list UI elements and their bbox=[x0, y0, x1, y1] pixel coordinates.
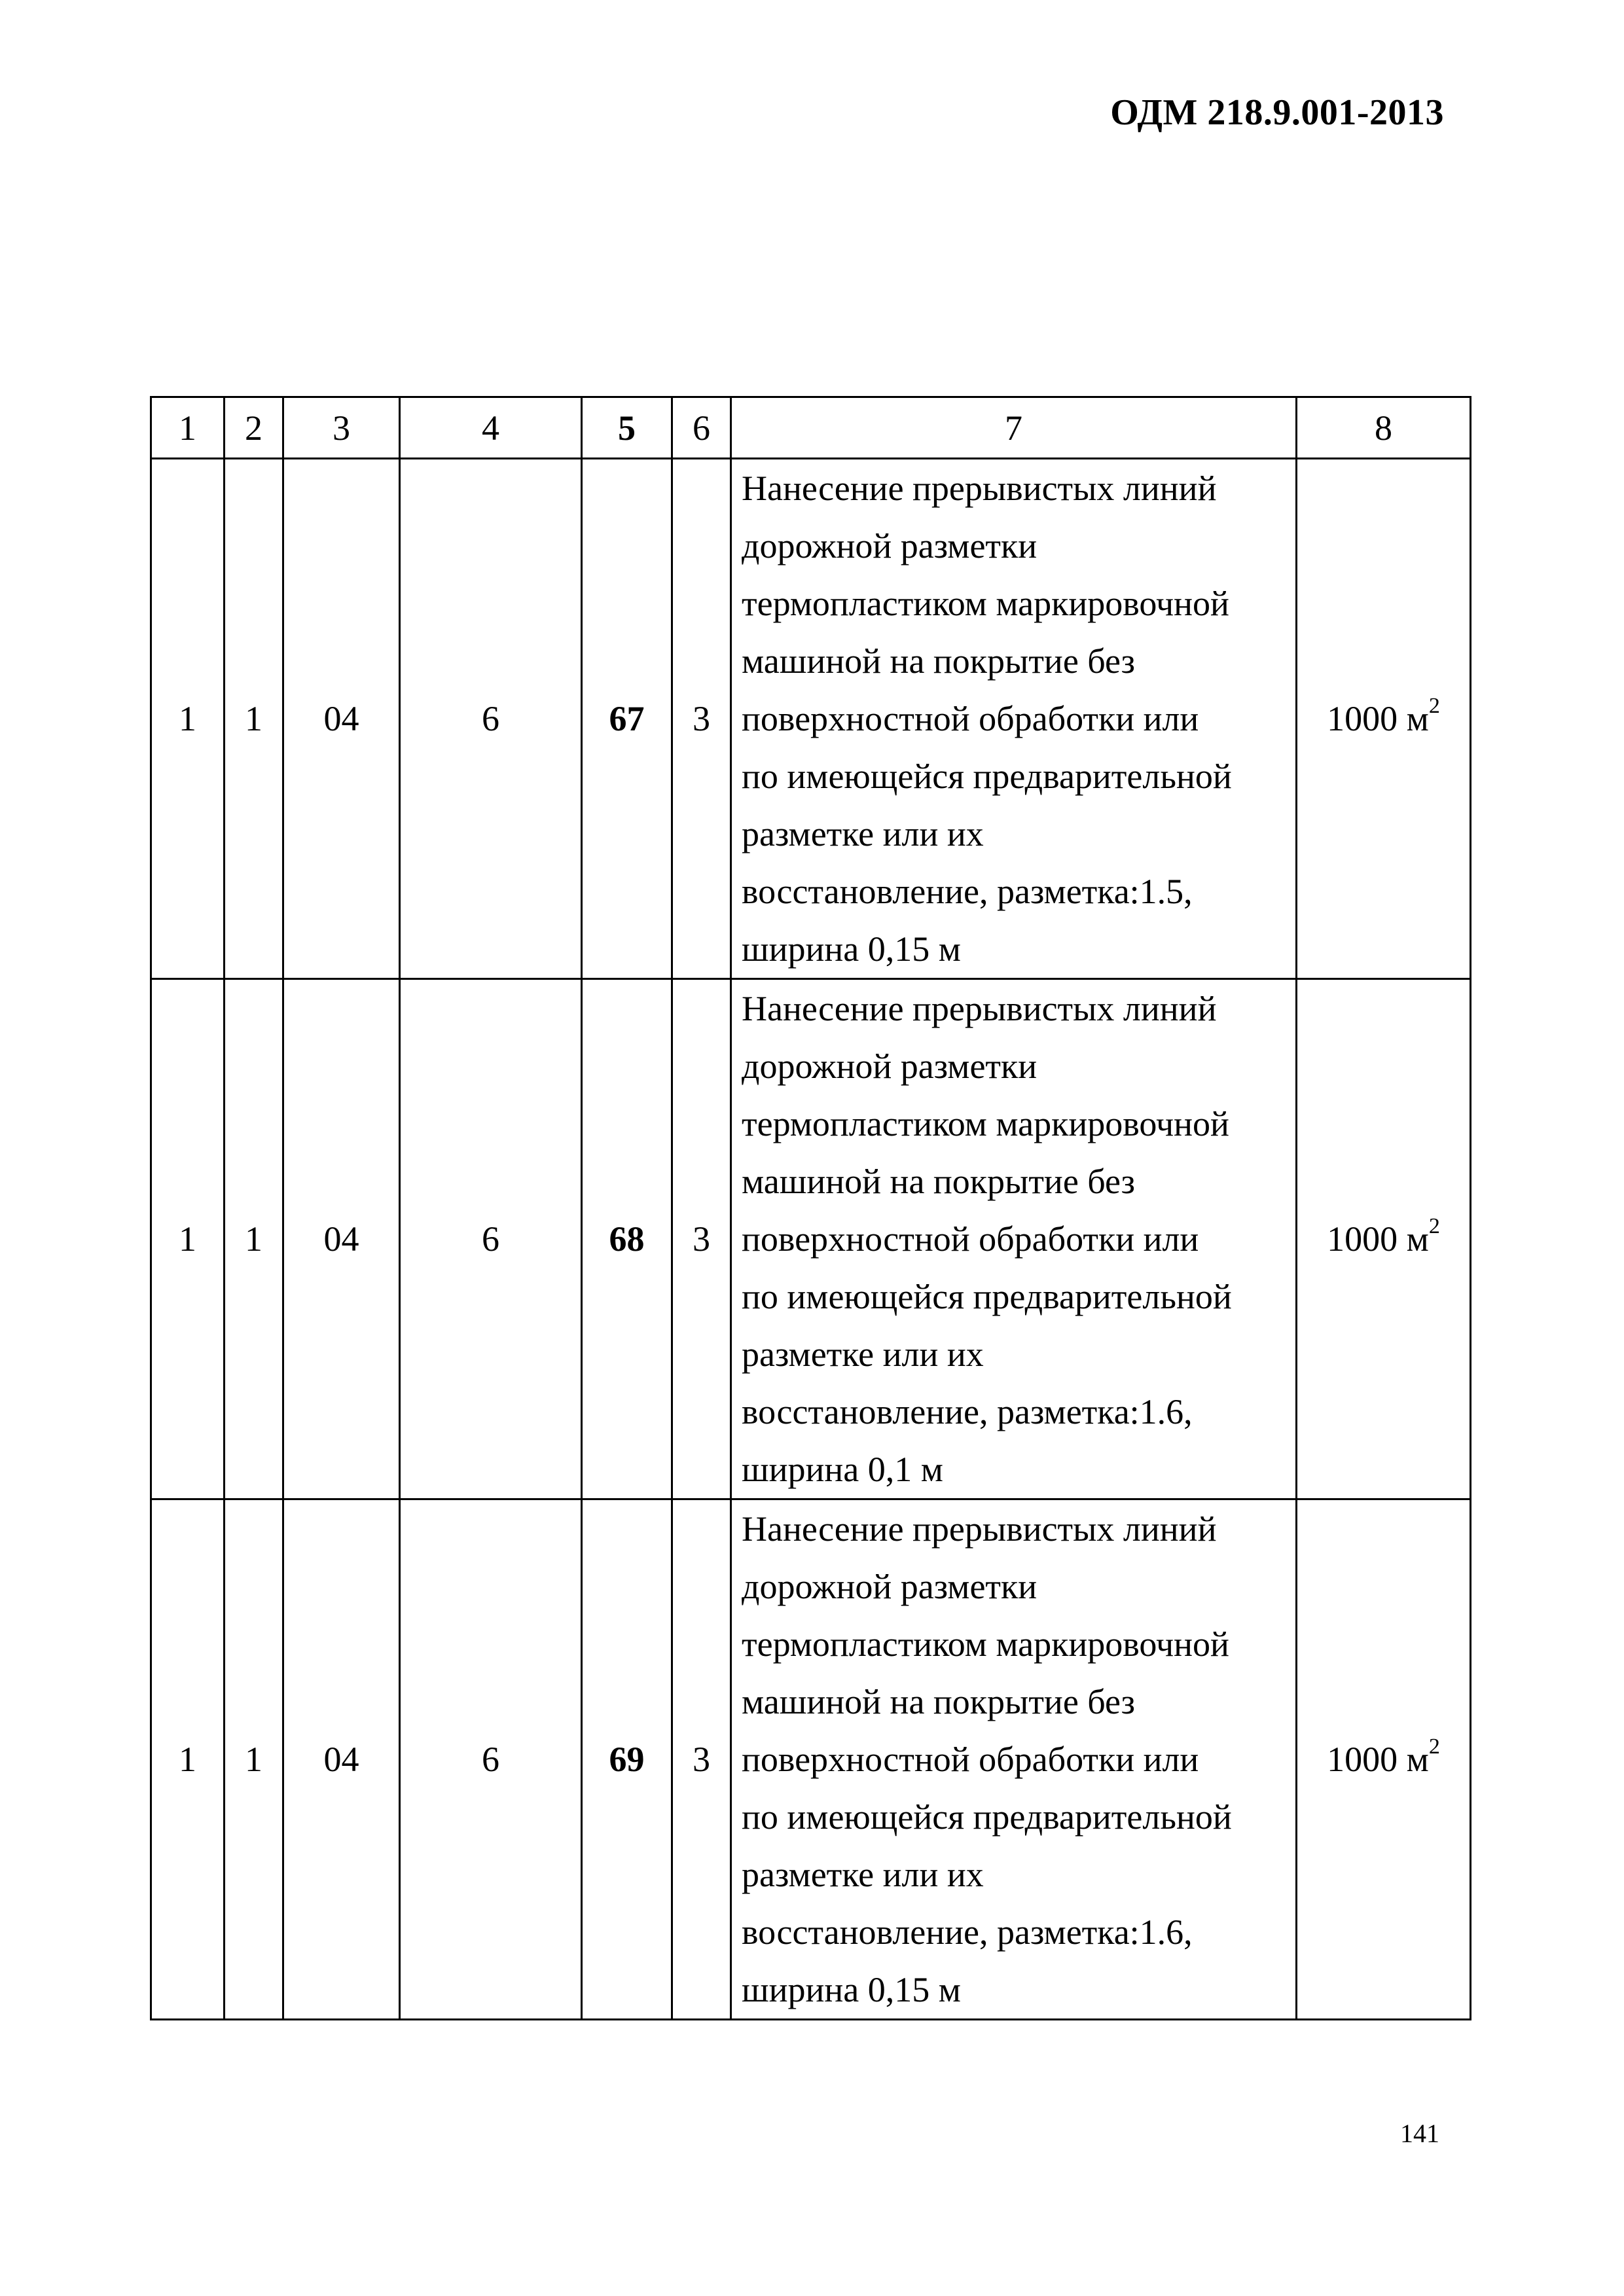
cell-col5: 67 bbox=[582, 459, 672, 979]
description-line: восстановление, разметка:1.6, bbox=[742, 1912, 1193, 1952]
cell-col4: 6 bbox=[400, 459, 582, 979]
cell-description bbox=[731, 1499, 1297, 2020]
description-line: по имеющейся предварительной bbox=[742, 757, 1232, 796]
description-line: термопластиком маркировочной bbox=[742, 584, 1229, 623]
document-code: ОДМ 218.9.001-2013 bbox=[1110, 92, 1444, 133]
description-line: поверхностной обработки или bbox=[742, 1740, 1199, 1779]
column-number: 6 bbox=[672, 397, 731, 459]
unit-text: 1000 м bbox=[1327, 699, 1429, 738]
cell-col3: 04 bbox=[283, 1499, 400, 2020]
description-line: дорожной разметки bbox=[742, 1567, 1038, 1606]
description-line: дорожной разметки bbox=[742, 526, 1038, 565]
column-number: 8 bbox=[1297, 397, 1471, 459]
description-line: по имеющейся предварительной bbox=[742, 1277, 1232, 1316]
cell-col3: 04 bbox=[283, 459, 400, 979]
column-number: 5 bbox=[582, 397, 672, 459]
table-row bbox=[151, 979, 1471, 1499]
column-number: 4 bbox=[400, 397, 582, 459]
description-line: ширина 0,1 м bbox=[742, 1450, 943, 1489]
column-number-row bbox=[151, 397, 1471, 459]
column-number: 1 bbox=[151, 397, 225, 459]
description-line: машиной на покрытие без bbox=[742, 641, 1136, 681]
description-line: разметке или их bbox=[742, 814, 984, 853]
cell-col1: 1 bbox=[151, 1499, 225, 2020]
cell-col5: 69 bbox=[582, 1499, 672, 2020]
cell-col6: 3 bbox=[672, 459, 731, 979]
cell-col5: 68 bbox=[582, 979, 672, 1499]
cell-col4: 6 bbox=[400, 1499, 582, 2020]
description-line: разметке или их bbox=[742, 1855, 984, 1894]
unit-text: 1000 м bbox=[1327, 1740, 1429, 1779]
description-line: по имеющейся предварительной bbox=[742, 1797, 1232, 1837]
table-row bbox=[151, 459, 1471, 979]
cell-unit bbox=[1297, 979, 1471, 1499]
unit-text: 1000 м bbox=[1327, 1219, 1429, 1259]
description-line: восстановление, разметка:1.5, bbox=[742, 872, 1193, 911]
unit-exponent: 2 bbox=[1428, 1214, 1440, 1238]
description-line: Нанесение прерывистых линий bbox=[742, 469, 1217, 508]
cell-unit bbox=[1297, 459, 1471, 979]
unit-exponent: 2 bbox=[1428, 1734, 1440, 1759]
column-number: 3 bbox=[283, 397, 400, 459]
cell-col2: 1 bbox=[225, 1499, 283, 2020]
description-line: восстановление, разметка:1.6, bbox=[742, 1392, 1193, 1431]
norms-table bbox=[150, 396, 1471, 2020]
column-number: 7 bbox=[731, 397, 1297, 459]
cell-col6: 3 bbox=[672, 1499, 731, 2020]
description-line: термопластиком маркировочной bbox=[742, 1624, 1229, 1664]
description-line: разметке или их bbox=[742, 1335, 984, 1374]
cell-description bbox=[731, 459, 1297, 979]
cell-col2: 1 bbox=[225, 979, 283, 1499]
description-line: машиной на покрытие без bbox=[742, 1162, 1136, 1201]
description-line: машиной на покрытие без bbox=[742, 1682, 1136, 1721]
cell-description bbox=[731, 979, 1297, 1499]
cell-unit bbox=[1297, 1499, 1471, 2020]
description-line: ширина 0,15 м bbox=[742, 1970, 961, 2009]
description-line: поверхностной обработки или bbox=[742, 699, 1199, 738]
description-line: Нанесение прерывистых линий bbox=[742, 989, 1217, 1028]
cell-col2: 1 bbox=[225, 459, 283, 979]
description-line: ширина 0,15 м bbox=[742, 929, 961, 969]
page-number: 141 bbox=[1400, 2119, 1439, 2148]
unit-exponent: 2 bbox=[1428, 694, 1440, 718]
cell-col4: 6 bbox=[400, 979, 582, 1499]
cell-col1: 1 bbox=[151, 979, 225, 1499]
cell-col1: 1 bbox=[151, 459, 225, 979]
cell-col6: 3 bbox=[672, 979, 731, 1499]
description-line: поверхностной обработки или bbox=[742, 1219, 1199, 1259]
description-line: дорожной разметки bbox=[742, 1047, 1038, 1086]
cell-col3: 04 bbox=[283, 979, 400, 1499]
column-number: 2 bbox=[225, 397, 283, 459]
table-row bbox=[151, 1499, 1471, 2020]
description-line: термопластиком маркировочной bbox=[742, 1104, 1229, 1143]
description-line: Нанесение прерывистых линий bbox=[742, 1509, 1217, 1549]
